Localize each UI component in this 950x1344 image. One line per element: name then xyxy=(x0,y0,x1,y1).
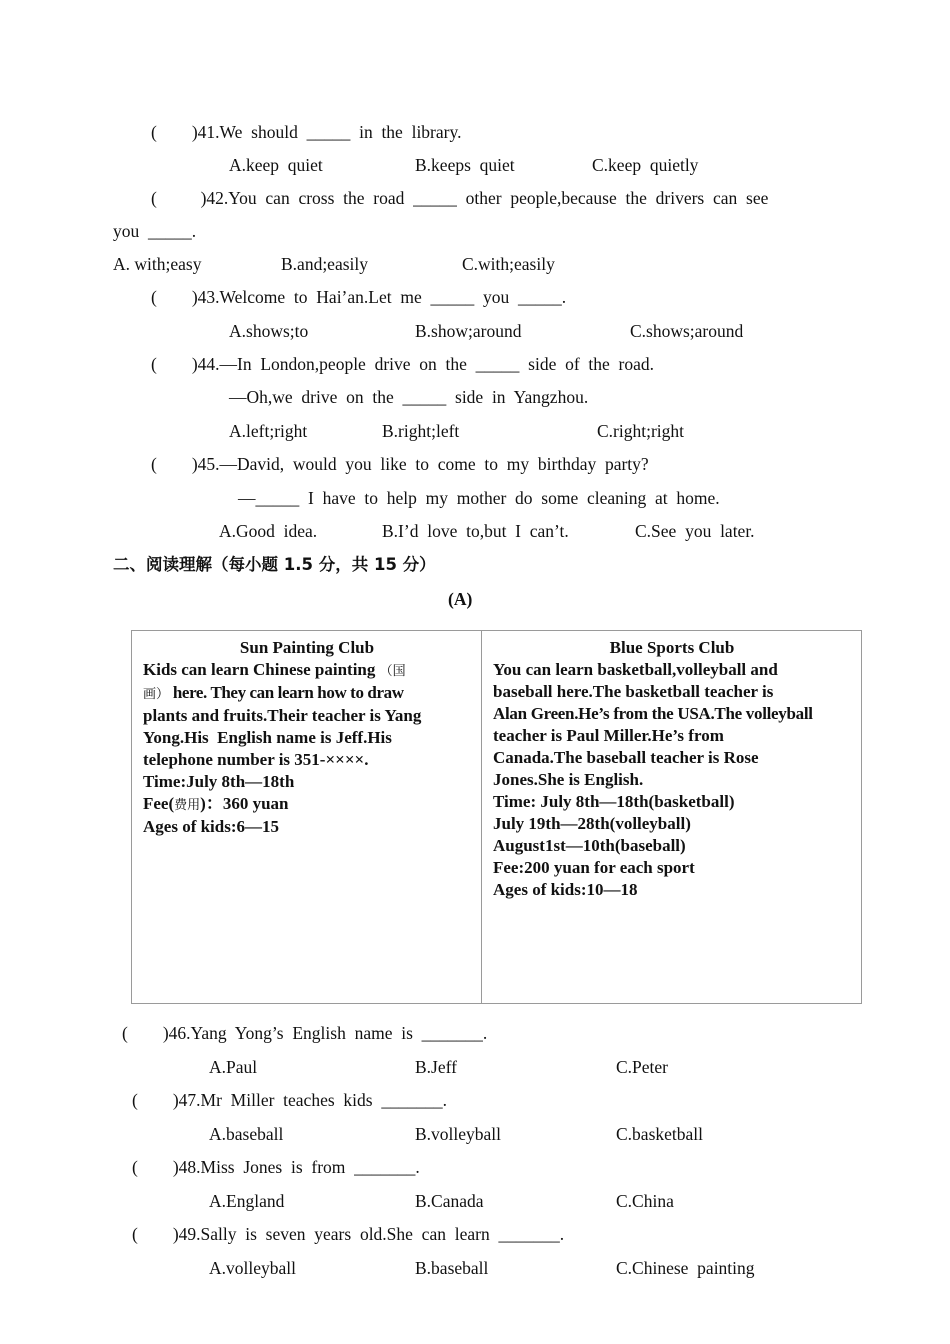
question-45-option-c: C.See you later. xyxy=(635,521,755,541)
question-45-stem: ( )45.—David, would you like to come to my birthday party? xyxy=(151,454,649,474)
club-text-fragment: （国 xyxy=(379,663,406,678)
question-46-option-c: C.Peter xyxy=(616,1057,669,1077)
club-text-line: August1st—10th(baseball) xyxy=(493,836,686,855)
question-47-option-a: A.baseball xyxy=(209,1124,284,1144)
question-48-option-a: A.England xyxy=(209,1191,285,1211)
passage-label: (A) xyxy=(448,589,473,609)
club-text-line: plants and fruits.Their teacher is Yang xyxy=(143,706,422,725)
club-text-line xyxy=(143,682,471,705)
question-41-option-a: A.keep quiet xyxy=(229,155,323,175)
club-text-fragment: Kids can learn Chinese painting xyxy=(143,660,376,679)
question-46-stem: ( )46.Yang Yong’s English name is _______. xyxy=(122,1023,488,1043)
question-44-option-b: B.right;left xyxy=(382,421,460,441)
club-text-line: Fee:200 yuan for each sport xyxy=(493,858,695,877)
question-45-option-a: A.Good idea. xyxy=(219,521,318,541)
question-47-option-c: C.basketball xyxy=(616,1124,703,1144)
sun-painting-club-cell xyxy=(132,631,482,1003)
club-text-line: You can learn basketball,volleyball and xyxy=(493,660,778,679)
question-43-option-c: C.shows;around xyxy=(630,321,744,341)
clubs-table xyxy=(131,630,862,1004)
club-text-fragment: 画） xyxy=(143,686,170,701)
question-49-option-c: C.Chinese painting xyxy=(616,1258,755,1278)
blue-sports-club-title: Blue Sports Club xyxy=(609,638,735,657)
question-43-stem: ( )43.Welcome to Hai’an.Let me _____ you _____. xyxy=(151,287,567,307)
club-text-line: Alan Green.He’s from the USA.The volleyball xyxy=(493,704,813,723)
club-text-line xyxy=(143,659,471,682)
question-45-response: —_____ I have to help my mother do some cleaning at home. xyxy=(238,488,720,508)
question-41-option-b: B.keeps quiet xyxy=(415,155,515,175)
club-text-fragment: )：360 yuan xyxy=(200,794,289,813)
question-46-option-b: B.Jeff xyxy=(415,1057,457,1077)
question-41-option-c: C.keep quietly xyxy=(592,155,699,175)
club-text-line xyxy=(143,793,471,816)
question-44-option-c: C.right;right xyxy=(597,421,685,441)
question-43-option-b: B.show;around xyxy=(415,321,522,341)
question-48-stem: ( )48.Miss Jones is from _______. xyxy=(132,1157,420,1177)
question-45-option-b: B.I’d love to,but I can’t. xyxy=(382,521,569,541)
sun-painting-club-title: Sun Painting Club xyxy=(239,638,375,657)
question-42-option-c: C.with;easily xyxy=(462,254,555,274)
club-text-line: telephone number is 351-××××. xyxy=(143,750,369,769)
question-49-option-a: A.volleyball xyxy=(209,1258,296,1278)
club-text-fragment: Fee( xyxy=(143,794,175,813)
club-text-line: teacher is Paul Miller.He’s from xyxy=(493,726,724,745)
question-44-stem: ( )44.—In London,people drive on the _____ side of the road. xyxy=(151,354,655,374)
question-41-stem: ( )41.We should _____ in the library. xyxy=(151,122,462,142)
question-42-option-b: B.and;easily xyxy=(281,254,368,274)
club-text-line: Ages of kids:6—15 xyxy=(143,817,280,836)
club-text-line: July 19th—28th(volleyball) xyxy=(493,814,691,833)
question-42-stem-continued: you _____. xyxy=(113,221,197,241)
question-42-stem: ( )42.You can cross the road _____ other people,because the drivers can see xyxy=(151,188,769,208)
question-48-option-c: C.China xyxy=(616,1191,674,1211)
club-text-line: Time:July 8th—18th xyxy=(143,772,295,791)
question-47-stem: ( )47.Mr Miller teaches kids _______. xyxy=(132,1090,447,1110)
blue-sports-club-cell xyxy=(482,631,861,1003)
question-43-option-a: A.shows;to xyxy=(229,321,309,341)
question-44-response: —Oh,we drive on the _____ side in Yangzhou. xyxy=(229,387,589,407)
question-48-option-b: B.Canada xyxy=(415,1191,484,1211)
club-text-fragment: 费用 xyxy=(174,797,201,812)
question-47-option-b: B.volleyball xyxy=(415,1124,502,1144)
question-46-option-a: A.Paul xyxy=(209,1057,258,1077)
club-text-line: Yong.His English name is Jeff.His xyxy=(143,728,392,747)
question-44-option-a: A.left;right xyxy=(229,421,308,441)
club-text-line: Jones.She is English. xyxy=(493,770,644,789)
question-49-stem: ( )49.Sally is seven years old.She can learn _______. xyxy=(132,1224,565,1244)
question-49-option-b: B.baseball xyxy=(415,1258,489,1278)
club-text-line: Ages of kids:10—18 xyxy=(493,880,638,899)
question-42-option-a: A. with;easy xyxy=(113,254,202,274)
club-text-line: Time: July 8th—18th(basketball) xyxy=(493,792,735,811)
club-text-line: baseball here.The basketball teacher is xyxy=(493,682,774,701)
club-text-line: Canada.The baseball teacher is Rose xyxy=(493,748,759,767)
club-text-fragment: here. They can learn how to draw xyxy=(169,683,404,702)
section-title: 二、阅读理解（每小题 1.5 分，共 15 分） xyxy=(113,555,436,574)
